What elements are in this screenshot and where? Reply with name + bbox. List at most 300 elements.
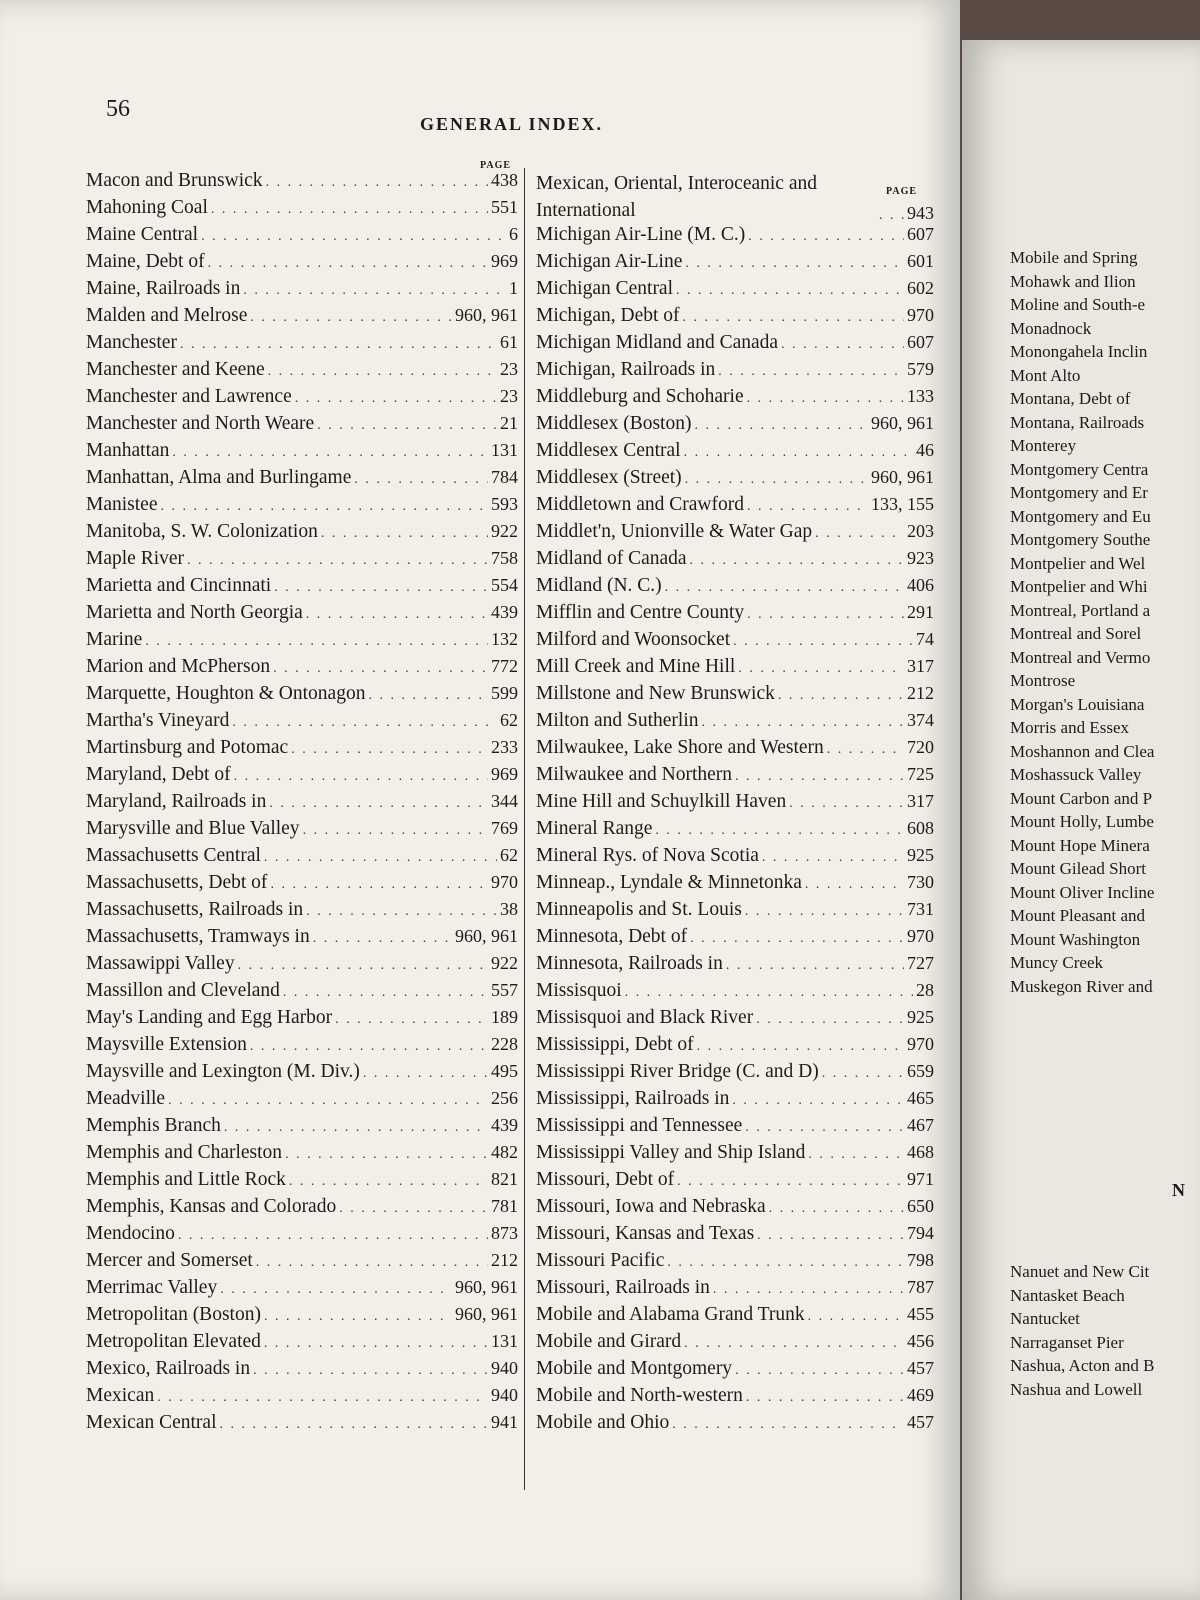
index-entry bbox=[536, 926, 934, 953]
leader-dots bbox=[665, 580, 904, 596]
index-entry bbox=[86, 494, 518, 521]
entry-page: 602 bbox=[907, 278, 934, 298]
entry-page: 439 bbox=[491, 602, 518, 622]
index-entry bbox=[536, 737, 934, 764]
entry-name: Manchester bbox=[86, 332, 177, 353]
entry-name: Mercer and Somerset bbox=[86, 1250, 253, 1271]
index-entry bbox=[536, 359, 934, 386]
entry-page: 131 bbox=[491, 440, 518, 460]
index-entry bbox=[86, 737, 518, 764]
leader-dots bbox=[295, 391, 497, 407]
entry-page: 593 bbox=[491, 494, 518, 514]
index-entry bbox=[86, 224, 518, 251]
entry-name: Missouri Pacific bbox=[536, 1250, 665, 1271]
index-entry bbox=[86, 251, 518, 278]
entry-page: 784 bbox=[491, 467, 518, 487]
entry-page: 455 bbox=[907, 1304, 934, 1324]
facing-index-entry: Montgomery and Er bbox=[1010, 483, 1148, 502]
entry-page: 960, 961 bbox=[455, 1304, 518, 1324]
facing-index-entry: Mohawk and Ilion bbox=[1010, 271, 1136, 291]
entry-page: 551 bbox=[491, 197, 518, 217]
entry-page: 189 bbox=[491, 1007, 518, 1027]
entry-page: 46 bbox=[916, 440, 934, 460]
facing-index-entry: Mount Gilead Short bbox=[1010, 859, 1146, 878]
leader-dots bbox=[208, 256, 488, 272]
entry-name: Mexican, Oriental, Interoceanic and International bbox=[536, 173, 817, 221]
entry-name: Marquette, Houghton & Ontonagon bbox=[86, 683, 366, 704]
entry-page: 730 bbox=[907, 872, 934, 892]
leader-dots bbox=[822, 1066, 904, 1082]
entry-page: 781 bbox=[491, 1196, 518, 1216]
index-entry bbox=[86, 1142, 518, 1169]
entry-page: 482 bbox=[491, 1142, 518, 1162]
entry-page: 344 bbox=[491, 791, 518, 811]
leader-dots bbox=[291, 742, 488, 758]
index-column-left bbox=[86, 170, 518, 1439]
index-entry bbox=[536, 170, 934, 224]
leader-dots bbox=[289, 1174, 488, 1190]
entry-page: 132 bbox=[491, 629, 518, 649]
entry-name: Michigan Midland and Canada bbox=[536, 332, 779, 353]
leader-dots bbox=[690, 553, 904, 569]
index-entry bbox=[86, 1196, 518, 1223]
entry-page: 960, 961 bbox=[871, 467, 934, 487]
entry-name: Manitoba, S. W. Colonization bbox=[86, 521, 318, 542]
entry-page: 720 bbox=[907, 737, 934, 757]
index-entry bbox=[536, 818, 934, 845]
entry-name: Metropolitan Elevated bbox=[86, 1331, 261, 1352]
index-entry bbox=[536, 251, 934, 278]
leader-dots bbox=[815, 526, 904, 542]
index-entry bbox=[86, 467, 518, 494]
index-entry bbox=[536, 548, 934, 575]
index-entry bbox=[86, 953, 518, 980]
leader-dots bbox=[672, 1417, 904, 1433]
entry-page: 23 bbox=[500, 359, 518, 379]
leader-dots bbox=[339, 1201, 488, 1217]
index-entry bbox=[86, 1250, 518, 1277]
leader-dots bbox=[690, 931, 904, 947]
entry-name: Mississippi and Tennessee bbox=[536, 1115, 743, 1136]
leader-dots bbox=[747, 391, 904, 407]
index-entry bbox=[536, 278, 934, 305]
entry-name: Milton and Sutherlin bbox=[536, 710, 699, 731]
entry-page: 922 bbox=[491, 521, 518, 541]
index-entry bbox=[86, 710, 518, 737]
leader-dots bbox=[335, 1012, 488, 1028]
leader-dots bbox=[677, 1174, 904, 1190]
leader-dots bbox=[224, 1120, 488, 1136]
leader-dots bbox=[667, 1255, 904, 1271]
running-head: GENERAL INDEX. bbox=[420, 114, 604, 134]
entry-name: Maysville Extension bbox=[86, 1034, 247, 1055]
leader-dots bbox=[762, 850, 904, 866]
entry-name: Metropolitan (Boston) bbox=[86, 1304, 261, 1325]
leader-dots bbox=[655, 823, 904, 839]
entry-name: Middlesex (Street) bbox=[536, 467, 682, 488]
leader-dots bbox=[178, 1228, 488, 1244]
index-entry bbox=[536, 494, 934, 521]
leader-dots bbox=[747, 499, 868, 515]
leader-dots bbox=[270, 877, 488, 893]
leader-dots bbox=[180, 337, 497, 353]
entry-name: Mineral Rys. of Nova Scotia bbox=[536, 845, 759, 866]
index-entry bbox=[86, 1007, 518, 1034]
entry-name: Middlesex (Boston) bbox=[536, 413, 692, 434]
index-entry bbox=[86, 926, 518, 953]
entry-name: Marietta and North Georgia bbox=[86, 602, 303, 623]
leader-dots bbox=[625, 985, 913, 1001]
index-entry bbox=[536, 1142, 934, 1169]
page-number: 56 bbox=[106, 96, 130, 122]
entry-name: Memphis and Little Rock bbox=[86, 1169, 286, 1190]
entry-page: 650 bbox=[907, 1196, 934, 1216]
index-entry bbox=[86, 1304, 518, 1331]
entry-name: Mexican Central bbox=[86, 1412, 217, 1433]
entry-name: Mexico, Railroads in bbox=[86, 1358, 251, 1379]
index-entry bbox=[536, 1169, 934, 1196]
entry-name: Malden and Melrose bbox=[86, 305, 248, 326]
entry-name: Missisquoi and Black River bbox=[536, 1007, 754, 1028]
leader-dots bbox=[256, 1255, 488, 1271]
entry-page: 467 bbox=[907, 1115, 934, 1135]
entry-page: 456 bbox=[907, 1331, 934, 1351]
entry-name: Marine bbox=[86, 629, 143, 650]
entry-name: Mendocino bbox=[86, 1223, 175, 1244]
facing-index-entry: Mount Oliver Incline bbox=[1010, 882, 1155, 902]
index-entry bbox=[536, 1412, 934, 1439]
entry-page: 601 bbox=[907, 251, 934, 271]
leader-dots bbox=[201, 229, 506, 245]
index-entry bbox=[86, 629, 518, 656]
facing-index-entry: Moshannon and Clea bbox=[1010, 741, 1155, 761]
entry-name: Manchester and Lawrence bbox=[86, 386, 292, 407]
entry-name: Manchester and Keene bbox=[86, 359, 265, 380]
leader-dots bbox=[778, 688, 904, 704]
leader-dots bbox=[172, 445, 488, 461]
entry-name: Midland of Canada bbox=[536, 548, 687, 569]
facing-index-entry: Mobile and Spring bbox=[1010, 248, 1138, 267]
index-entry bbox=[86, 602, 518, 629]
leader-dots bbox=[250, 310, 452, 326]
entry-name: Missouri, Kansas and Texas bbox=[536, 1223, 755, 1244]
index-entry bbox=[536, 764, 934, 791]
entry-name: Memphis and Charleston bbox=[86, 1142, 283, 1163]
entry-page: 62 bbox=[500, 845, 518, 865]
index-entry bbox=[86, 305, 518, 332]
entry-page: 727 bbox=[907, 953, 934, 973]
entry-page: 439 bbox=[491, 1115, 518, 1135]
index-entry bbox=[536, 980, 934, 1007]
index-entry bbox=[86, 1385, 518, 1412]
entry-name: Massachusetts, Debt of bbox=[86, 872, 268, 893]
entry-page: 960, 961 bbox=[455, 305, 518, 325]
leader-dots bbox=[684, 1336, 904, 1352]
facing-index-lower bbox=[1010, 1262, 1154, 1403]
entry-page: 468 bbox=[907, 1142, 934, 1162]
entry-name: Manchester and North Weare bbox=[86, 413, 315, 434]
entry-name: Middleburg and Schoharie bbox=[536, 386, 744, 407]
leader-dots bbox=[713, 1282, 904, 1298]
leader-dots bbox=[805, 877, 904, 893]
entry-page: 970 bbox=[907, 1034, 934, 1054]
index-entry bbox=[86, 1169, 518, 1196]
entry-name: Milford and Woonsocket bbox=[536, 629, 731, 650]
entry-name: Marietta and Cincinnati bbox=[86, 575, 272, 596]
entry-page: 731 bbox=[907, 899, 934, 919]
entry-name: Marysville and Blue Valley bbox=[86, 818, 300, 839]
entry-page: 465 bbox=[907, 1088, 934, 1108]
index-entry bbox=[536, 332, 934, 359]
index-entry bbox=[86, 899, 518, 926]
entry-name: Milwaukee and Northern bbox=[536, 764, 733, 785]
entry-page: 228 bbox=[491, 1034, 518, 1054]
entry-name: Meadville bbox=[86, 1088, 166, 1109]
facing-index-entry: Montgomery Southe bbox=[1010, 530, 1151, 549]
leader-dots bbox=[306, 904, 497, 920]
entry-name: Minnesota, Debt of bbox=[536, 926, 688, 947]
index-entry bbox=[86, 1223, 518, 1250]
index-entry bbox=[86, 386, 518, 413]
entry-page: 970 bbox=[907, 305, 934, 325]
facing-index-entry: Montreal, Portland a bbox=[1010, 600, 1151, 620]
leader-dots bbox=[676, 283, 904, 299]
leader-dots bbox=[808, 1309, 904, 1325]
entry-page: 608 bbox=[907, 818, 934, 838]
index-entry bbox=[536, 305, 934, 332]
facing-index-entry: Mount Pleasant and bbox=[1010, 906, 1146, 925]
entry-name: Mobile and Montgomery bbox=[536, 1358, 733, 1379]
leader-dots bbox=[268, 364, 497, 380]
entry-name: Michigan Air-Line (M. C.) bbox=[536, 224, 746, 245]
entry-page: 960, 961 bbox=[871, 413, 934, 433]
index-entry bbox=[86, 1115, 518, 1142]
entry-page: 794 bbox=[907, 1223, 934, 1243]
entry-name: Manistee bbox=[86, 494, 158, 515]
page-column-label-left: PAGE bbox=[480, 160, 512, 171]
index-entry bbox=[86, 656, 518, 683]
index-entry bbox=[86, 1358, 518, 1385]
entry-name: Massachusetts, Railroads in bbox=[86, 899, 304, 920]
entry-name: Mississippi Valley and Ship Island bbox=[536, 1142, 806, 1163]
index-entry bbox=[536, 521, 934, 548]
leader-dots bbox=[264, 1336, 488, 1352]
index-entry bbox=[536, 440, 934, 467]
entry-page: 21 bbox=[500, 413, 518, 433]
index-entry bbox=[86, 548, 518, 575]
column-divider bbox=[524, 168, 525, 1490]
index-entry bbox=[536, 953, 934, 980]
entry-name: Marion and McPherson bbox=[86, 656, 271, 677]
leader-dots bbox=[808, 1147, 904, 1163]
index-entry bbox=[536, 1034, 934, 1061]
leader-dots bbox=[746, 1390, 904, 1406]
index-entry bbox=[536, 575, 934, 602]
facing-index-entry: Montana, Debt of bbox=[1010, 389, 1131, 408]
leader-dots bbox=[273, 661, 488, 677]
entry-page: 406 bbox=[907, 575, 934, 595]
entry-name: Michigan Central bbox=[536, 278, 674, 299]
facing-index-entry: Montpelier and Wel bbox=[1010, 553, 1146, 573]
entry-name: Mobile and Girard bbox=[536, 1331, 682, 1352]
leader-dots bbox=[745, 1120, 904, 1136]
facing-index-entry: Mont Alto bbox=[1010, 365, 1081, 385]
entry-name: Missisquoi bbox=[536, 980, 622, 1001]
entry-page: 469 bbox=[907, 1385, 934, 1405]
facing-index-entry: Morris and Essex bbox=[1010, 718, 1129, 737]
entry-page: 787 bbox=[907, 1277, 934, 1297]
entry-page: 62 bbox=[500, 710, 518, 730]
entry-page: 821 bbox=[491, 1169, 518, 1189]
index-entry bbox=[536, 872, 934, 899]
section-letter: N bbox=[1172, 1180, 1185, 1200]
leader-dots bbox=[274, 580, 488, 596]
leader-dots bbox=[266, 175, 488, 191]
entry-name: May's Landing and Egg Harbor bbox=[86, 1007, 333, 1028]
leader-dots bbox=[685, 256, 904, 272]
entry-name: Minneapolis and St. Louis bbox=[536, 899, 742, 920]
facing-index-entry: Mount Carbon and P bbox=[1010, 788, 1153, 808]
leader-dots bbox=[697, 1039, 904, 1055]
entry-name: Manhattan bbox=[86, 440, 170, 461]
entry-name: Maine, Debt of bbox=[86, 251, 205, 272]
entry-page: 960, 961 bbox=[455, 1277, 518, 1297]
index-entry bbox=[86, 791, 518, 818]
entry-page: 971 bbox=[907, 1169, 934, 1189]
entry-name: Martinsburg and Potomac bbox=[86, 737, 289, 758]
entry-page: 969 bbox=[491, 764, 518, 784]
index-entry bbox=[86, 1277, 518, 1304]
index-entry bbox=[86, 1331, 518, 1358]
entry-page: 457 bbox=[907, 1412, 934, 1432]
entry-page: 38 bbox=[500, 899, 518, 919]
index-entry bbox=[536, 791, 934, 818]
entry-page: 374 bbox=[907, 710, 934, 730]
index-entry bbox=[86, 359, 518, 386]
entry-name: Mine Hill and Schuylkill Haven bbox=[536, 791, 787, 812]
entry-page: 923 bbox=[907, 548, 934, 568]
facing-index-upper bbox=[1010, 248, 1154, 1000]
index-entry bbox=[86, 440, 518, 467]
entry-page: 873 bbox=[491, 1223, 518, 1243]
leader-dots bbox=[220, 1417, 489, 1433]
entry-name: Middletown and Crawford bbox=[536, 494, 744, 515]
entry-page: 495 bbox=[491, 1061, 518, 1081]
entry-page: 940 bbox=[491, 1385, 518, 1405]
leader-dots bbox=[757, 1228, 904, 1244]
leader-dots bbox=[264, 850, 497, 866]
leader-dots bbox=[748, 229, 904, 245]
leader-dots bbox=[285, 1147, 488, 1163]
entry-name: Macon and Brunswick bbox=[86, 170, 263, 191]
leader-dots bbox=[735, 769, 904, 785]
leader-dots bbox=[313, 931, 452, 947]
facing-index-entry: Monadnock bbox=[1010, 318, 1092, 338]
entry-page: 659 bbox=[907, 1061, 934, 1081]
entry-page: 925 bbox=[907, 845, 934, 865]
index-entry bbox=[536, 683, 934, 710]
entry-name: Manhattan, Alma and Burlingame bbox=[86, 467, 352, 488]
entry-page: 233 bbox=[491, 737, 518, 757]
index-entry bbox=[86, 764, 518, 791]
facing-index-entry: Monongahela Inclin bbox=[1010, 342, 1148, 361]
leader-dots bbox=[234, 769, 488, 785]
leader-dots bbox=[160, 499, 488, 515]
facing-index-entry: Nashua and Lowell bbox=[1010, 1379, 1143, 1399]
facing-index-entry: Montrose bbox=[1010, 671, 1076, 690]
leader-dots bbox=[269, 796, 488, 812]
facing-index-entry: Nantucket bbox=[1010, 1309, 1080, 1328]
index-entry bbox=[536, 1385, 934, 1412]
leader-dots bbox=[685, 472, 868, 488]
entry-page: 772 bbox=[491, 656, 518, 676]
index-entry bbox=[86, 1088, 518, 1115]
index-entry bbox=[536, 1250, 934, 1277]
leader-dots bbox=[354, 472, 488, 488]
index-entry bbox=[86, 980, 518, 1007]
entry-name: Mobile and Ohio bbox=[536, 1412, 670, 1433]
facing-page bbox=[962, 40, 1200, 1600]
index-entry bbox=[536, 602, 934, 629]
leader-dots bbox=[168, 1093, 488, 1109]
entry-page: 943 bbox=[907, 203, 934, 223]
entry-page: 554 bbox=[491, 575, 518, 595]
facing-index-entry: Mount Hope Minera bbox=[1010, 835, 1150, 855]
leader-dots bbox=[769, 1201, 904, 1217]
facing-index-entry: Muncy Creek bbox=[1010, 953, 1104, 972]
entry-page: 970 bbox=[491, 872, 518, 892]
leader-dots bbox=[157, 1390, 488, 1406]
index-entry bbox=[536, 1196, 934, 1223]
entry-name: Michigan, Railroads in bbox=[536, 359, 716, 380]
leader-dots bbox=[733, 634, 913, 650]
entry-name: Mill Creek and Mine Hill bbox=[536, 656, 736, 677]
index-entry bbox=[536, 386, 934, 413]
entry-name: Maple River bbox=[86, 548, 185, 569]
facing-index-entry: Mount Holly, Lumbe bbox=[1010, 812, 1154, 831]
index-entry bbox=[86, 845, 518, 872]
entry-name: Midland (N. C.) bbox=[536, 575, 662, 596]
leader-dots bbox=[321, 526, 488, 542]
entry-name: Mahoning Coal bbox=[86, 197, 208, 218]
index-entry bbox=[536, 413, 934, 440]
index-entry bbox=[536, 467, 934, 494]
entry-name: Merrimac Valley bbox=[86, 1277, 218, 1298]
entry-page: 925 bbox=[907, 1007, 934, 1027]
entry-page: 969 bbox=[491, 251, 518, 271]
index-entry bbox=[86, 170, 518, 197]
entry-name: Mississippi River Bridge (C. and D) bbox=[536, 1061, 819, 1082]
entry-page: 212 bbox=[491, 1250, 518, 1270]
index-entry bbox=[86, 1034, 518, 1061]
facing-index-entry: Morgan's Louisiana bbox=[1010, 694, 1145, 714]
entry-name: Maysville and Lexington (M. Div.) bbox=[86, 1061, 360, 1082]
index-entry bbox=[86, 413, 518, 440]
entry-page: 133 bbox=[907, 386, 934, 406]
entry-page: 457 bbox=[907, 1358, 934, 1378]
entry-name: Memphis, Kansas and Colorado bbox=[86, 1196, 337, 1217]
entry-page: 725 bbox=[907, 764, 934, 784]
leader-dots bbox=[781, 337, 904, 353]
entry-page: 317 bbox=[907, 656, 934, 676]
index-entry bbox=[536, 1223, 934, 1250]
leader-dots bbox=[220, 1282, 452, 1298]
leader-dots bbox=[879, 208, 904, 224]
facing-index-entry: Montreal and Vermo bbox=[1010, 647, 1151, 667]
entry-page: 131 bbox=[491, 1331, 518, 1351]
index-entry bbox=[86, 872, 518, 899]
entry-name: Middlesex Central bbox=[536, 440, 681, 461]
